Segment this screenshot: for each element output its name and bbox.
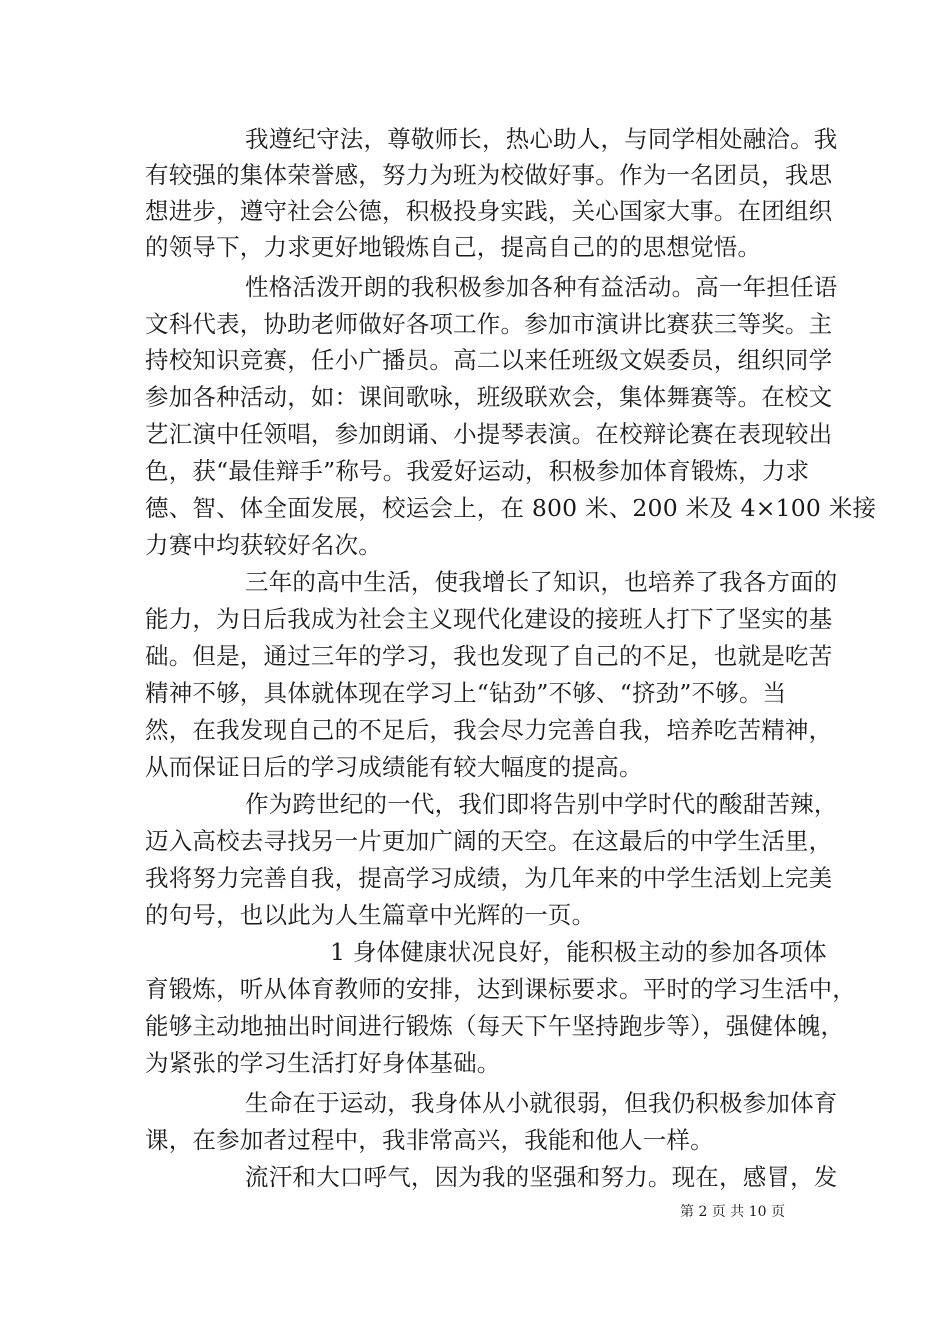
text-line: 有较强的集体荣誉感，努力为班为校做好事。作为一名团员，我思 <box>145 161 833 189</box>
text-line: 课，在参加者过程中，我非常高兴，我能和他人一样。 <box>145 1126 714 1154</box>
text-line: 能够主动地抽出时间进行锻炼（每天下午坚持跑步等），强健体魄， <box>145 1012 845 1040</box>
text-line: 为紧张的学习生活打好身体基础。 <box>145 1049 501 1077</box>
text-line: 能力，为日后我成为社会主义现代化建设的接班人打下了坚实的基 <box>145 605 833 633</box>
text-line: 的句号，也以此为人生篇章中光辉的一页。 <box>145 901 596 929</box>
text-line: 流汗和大口呼气，因为我的坚强和努力。现在，感冒，发 <box>245 1163 838 1191</box>
text-line: 想进步，遵守社会公德，积极投身实践，关心国家大事。在团组织 <box>145 197 833 225</box>
text-line: 三年的高中生活，使我增长了知识，也培养了我各方面的 <box>245 568 838 596</box>
text-line: 础。但是，通过三年的学习，我也发现了自己的不足，也就是吃苦 <box>145 642 833 670</box>
text-line: 力赛中均获较好名次。 <box>145 531 382 559</box>
text-line: 的领导下，力求更好地锻炼自己，提高自己的的思想觉悟。 <box>145 233 762 261</box>
text-line: 性格活泼开朗的我积极参加各种有益活动。高一年担任语 <box>245 273 838 301</box>
text-line: 我遵纪守法，尊敬师长，热心助人，与同学相处融洽。我 <box>245 125 838 153</box>
text-line: 迈入高校去寻找另一片更加广阔的天空。在这最后的中学生活里， <box>145 827 833 855</box>
text-line: 育锻炼，听从体育教师的安排，达到课标要求。平时的学习生活中， <box>145 975 856 1003</box>
text-line: 生命在于运动，我身体从小就很弱，但我仍积极参加体育 <box>245 1089 838 1117</box>
text-line: 从而保证日后的学习成绩能有较大幅度的提高。 <box>145 753 643 781</box>
page-number-footer: 第 2 页 共 10 页 <box>680 1204 785 1220</box>
text-line: 精神不够，具体就体现在学习上“钻劲”不够、“挤劲”不够。当 <box>145 679 787 707</box>
text-line: 色，获“最佳辩手”称号。我爱好运动，积极参加体育锻炼，力求 <box>145 457 810 485</box>
text-line: 德、智、体全面发展，校运会上，在 800 米、200 米及 4×100 米接 <box>145 494 877 522</box>
text-line: 我将努力完善自我，提高学习成绩，为几年来的中学生活划上完美 <box>145 864 833 892</box>
text-line: 1 身体健康状况良好，能积极主动的参加各项体 <box>330 938 827 966</box>
text-line: 持校知识竞赛，任小广播员。高二以来任班级文娱委员，组织同学 <box>145 346 833 374</box>
text-line: 作为跨世纪的一代，我们即将告别中学时代的酸甜苦辣， <box>245 790 838 818</box>
text-line: 然，在我发现自己的不足后，我会尽力完善自我，培养吃苦精神， <box>145 716 833 744</box>
text-line: 文科代表，协助老师做好各项工作。参加市演讲比赛获三等奖。主 <box>145 310 833 338</box>
text-line: 艺汇演中任领唱，参加朗诵、小提琴表演。在校辩论赛在表现较出 <box>145 420 833 448</box>
text-line: 参加各种活动，如：课间歌咏，班级联欢会，集体舞赛等。在校文 <box>145 383 833 411</box>
